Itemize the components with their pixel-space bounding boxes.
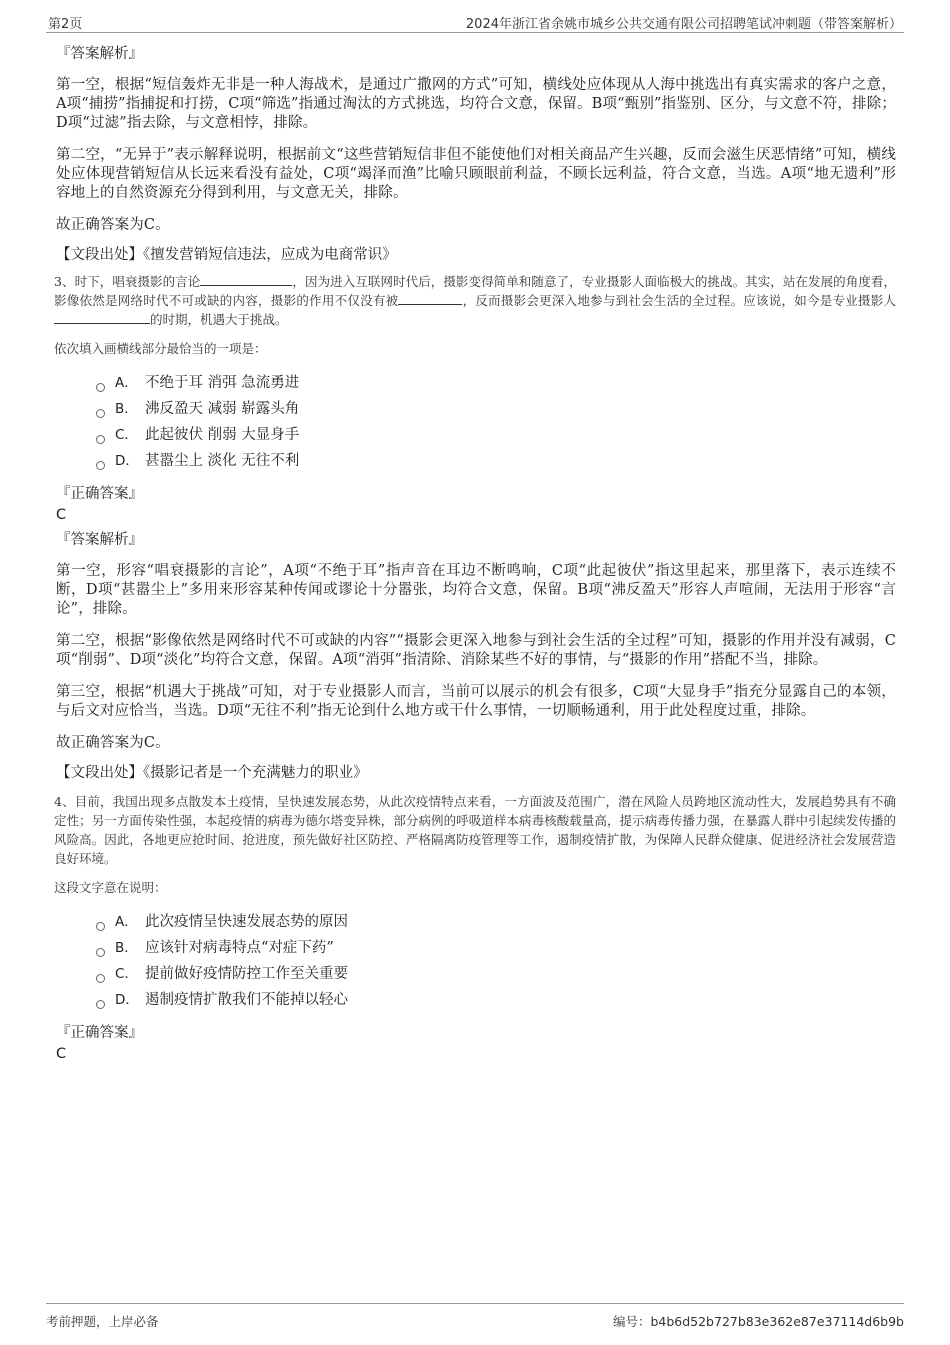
correct-answer-heading: 『正确答案』: [56, 486, 143, 502]
source-citation: 【文段出处】《擅发营销短信违法，应成为电商常识》: [56, 247, 397, 263]
analysis-paragraph: 第一空，形容“唱衰摄影的言论”，A项“不绝于耳”指声音在耳边不断鸣响，C项“此起彼伏”指这里起来，那里落下，表示连续不断，D项“甚嚣尘上”多用来形容某种传闻或谬论十分嚣张，均符合文意，保留。B项“沸反盈天”形容人声喧闹，无法用于形容“言论”，排除。: [56, 563, 896, 617]
option-text: 沸反盈天 减弱 崭露头角: [145, 401, 300, 417]
radio-button-icon[interactable]: [96, 461, 105, 470]
document-title: 2024年浙江省余姚市城乡公共交通有限公司招聘笔试冲刺题（带答案解析）: [465, 17, 902, 32]
correct-answer-heading: 『正确答案』: [56, 1025, 143, 1041]
question-prompt: 这段文字意在说明：: [54, 880, 167, 895]
fill-blank: [200, 273, 292, 286]
option-text: 遏制疫情扩散我们不能掉以轻心: [145, 992, 348, 1008]
radio-button-icon[interactable]: [96, 1000, 105, 1009]
option-letter: A．: [115, 914, 138, 930]
option-text: 不绝于耳 消弭 急流勇进: [145, 375, 300, 391]
option-letter: B．: [115, 940, 138, 956]
fill-blank: [54, 311, 150, 324]
page-number: 第2页: [48, 17, 83, 32]
conclusion-text: 故正确答案为C。: [56, 217, 170, 233]
analysis-paragraph: 第一空，根据“短信轰炸无非是一种人海战术，是通过广撒网的方式”可知，横线处应体现从人海中挑选出有真实需求的客户之意，A项“捕捞”指捕捉和打捞，C项“筛选”指通过淘汰的方式挑选，均符合文意，保留。B项“甄别”指鉴别、区分，与文意不符，排除；D项“过滤”指去除，与文意相悖，排除。: [56, 77, 896, 131]
option-a[interactable]: [96, 909, 896, 935]
option-text: 提前做好疫情防控工作至关重要: [145, 966, 348, 982]
option-b[interactable]: [96, 935, 896, 961]
radio-button-icon[interactable]: [96, 922, 105, 931]
option-d[interactable]: [96, 448, 896, 474]
option-text: 此次疫情呈快速发展态势的原因: [145, 914, 348, 930]
fill-blank: [398, 292, 462, 305]
document-id: 编号：b4b6d52b727b83e362e87e37114d6b9b: [612, 1314, 904, 1329]
correct-answer-value: C: [56, 507, 67, 523]
option-letter: C．: [115, 427, 138, 443]
question-text: 的时期，机遇大于挑战。: [150, 312, 288, 327]
analysis-paragraph: 第三空，根据“机遇大于挑战”可知，对于专业摄影人而言，当前可以展示的机会有很多，C项“大显身手”指充分显露自己的本领，与后文对应恰当，当选。D项“无往不利”指无论到什么地方或干什么事情，一切顺畅通利，用于此处程度过重，排除。: [56, 684, 896, 719]
option-letter: A．: [115, 375, 138, 391]
question-text: ，因为进入互联网时代后，摄影变得简单和随意了，专业摄影人面临极大的挑战。其实，站在发展的角度看，影像依然是网络时代不可或缺的内容，摄影的作用不仅没有被: [54, 274, 896, 308]
radio-button-icon[interactable]: [96, 974, 105, 983]
option-letter: D．: [115, 992, 139, 1008]
question-4-stem: 4、目前，我国出现多点散发本土疫情，呈快速发展态势，从此次疫情特点来看，一方面波及范围广，潜在风险人员跨地区流动性大，发展趋势具有不确定性；另一方面传染性强，本起疫情的病毒为德尔塔变异株，部分病例的呼吸道样本病毒核酸载量高，提示病毒传播力强，在暴露人群中引起续发传播的风险高。因此，各地更应抢时间、抢进度，预先做好社区防控、严格隔离防疫管理等工作，遏制疫情扩散，为保障人民群众健康、促进经济社会发展营造良好环境。: [54, 794, 896, 866]
page-header: [46, 12, 904, 33]
option-b[interactable]: [96, 396, 896, 422]
option-letter: B．: [115, 401, 138, 417]
analysis-heading: 『答案解析』: [56, 46, 143, 62]
option-letter: C．: [115, 966, 138, 982]
question-3-stem: [54, 272, 896, 329]
option-letter: D．: [115, 453, 139, 469]
source-citation: 【文段出处】《摄影记者是一个充满魅力的职业》: [56, 765, 368, 781]
question-3-options: [96, 370, 896, 474]
question-text: ，反而摄影会更深入地参与到社会生活的全过程。应该说，如今是专业摄影人: [462, 293, 896, 308]
analysis-paragraph: 第二空，“无异于”表示解释说明，根据前文“这些营销短信非但不能使他们对相关商品产生兴趣，反而会滋生厌恶情绪”可知，横线处应体现营销短信从长远来看没有益处，C项“竭泽而渔”比喻只顾眼前利益，不顾长远利益，符合文意，当选。A项“地无遗利”形容地上的自然资源充分得到利用，与文意无关，排除。: [56, 147, 896, 201]
option-d[interactable]: [96, 987, 896, 1013]
radio-button-icon[interactable]: [96, 383, 105, 392]
analysis-heading: 『答案解析』: [56, 532, 143, 548]
option-text: 应该针对病毒特点“对症下药”: [145, 940, 334, 956]
option-text: 甚嚣尘上 淡化 无往不利: [145, 453, 300, 469]
option-a[interactable]: [96, 370, 896, 396]
page-content: [56, 44, 896, 1069]
correct-answer-value: C: [56, 1046, 67, 1062]
page-footer: [46, 1303, 904, 1328]
analysis-paragraph: 第二空，根据“影像依然是网络时代不可或缺的内容”“摄影会更深入地参与到社会生活的全过程”可知，摄影的作用并没有减弱，C项“削弱”、D项“淡化”均符合文意，保留。A项“消弭”指清除、消除某些不好的事情，与“摄影的作用”搭配不当，排除。: [56, 633, 896, 668]
footer-slogan: 考前押题，上岸必备: [46, 1314, 159, 1329]
radio-button-icon[interactable]: [96, 948, 105, 957]
question-prompt: 依次填入画横线部分最恰当的一项是：: [54, 341, 267, 356]
option-c[interactable]: [96, 961, 896, 987]
option-text: 此起彼伏 削弱 大显身手: [145, 427, 300, 443]
radio-button-icon[interactable]: [96, 409, 105, 418]
question-4-options: [96, 909, 896, 1013]
radio-button-icon[interactable]: [96, 435, 105, 444]
conclusion-text: 故正确答案为C。: [56, 735, 170, 751]
option-c[interactable]: [96, 422, 896, 448]
question-text: 3、时下，唱衰摄影的言论: [54, 274, 201, 289]
